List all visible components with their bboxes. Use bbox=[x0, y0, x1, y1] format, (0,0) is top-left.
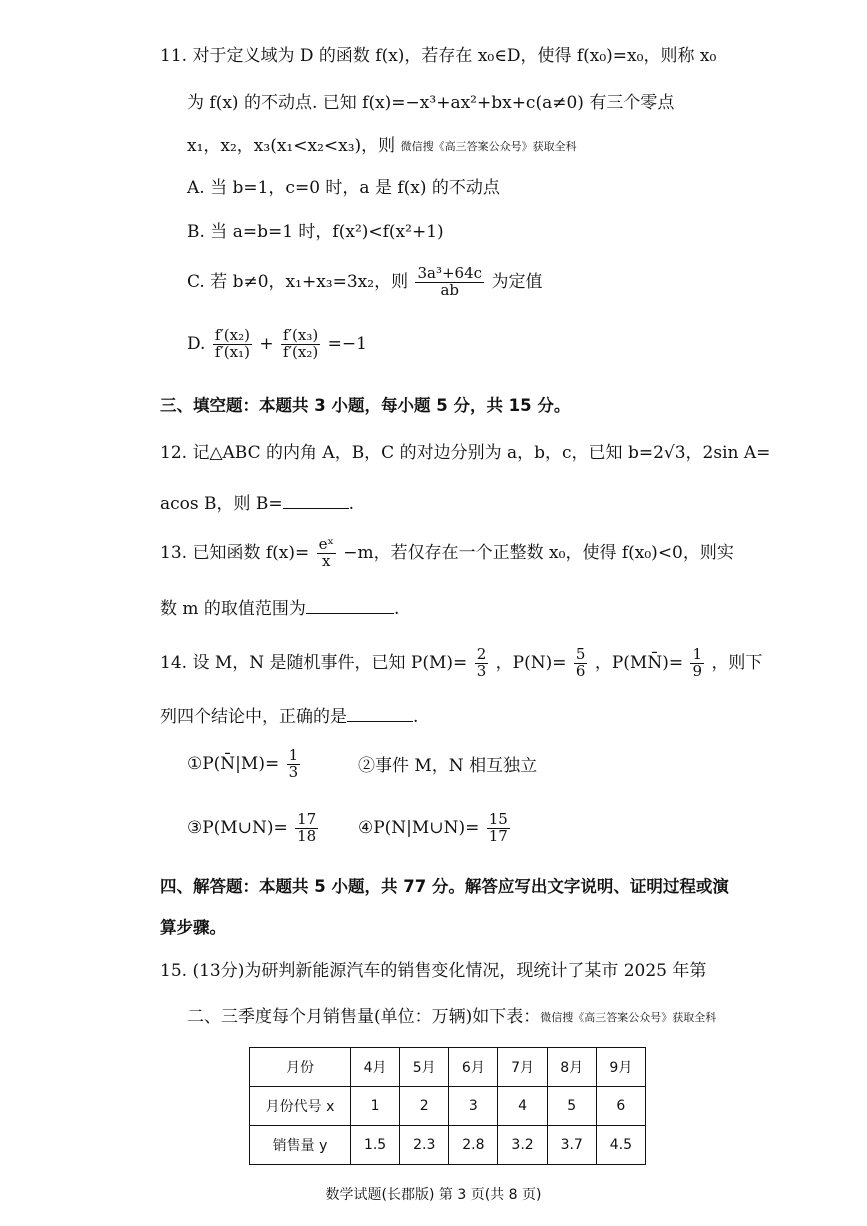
q12-line2-post: . bbox=[348, 494, 355, 514]
table-cell: 1.5 bbox=[351, 1126, 400, 1165]
q11-option-b: B. 当 a=b=1 时，f(x²)<f(x²+1) bbox=[187, 222, 444, 242]
q14-c3-denominator: 18 bbox=[297, 826, 317, 845]
q14-pn-denominator: 6 bbox=[575, 661, 586, 680]
q11-option-d-fraction-1 bbox=[213, 328, 252, 361]
table-header-cell: 7月 bbox=[498, 1048, 547, 1087]
q14-pmn-denominator: 9 bbox=[692, 661, 703, 680]
q11-option-c-fraction bbox=[415, 266, 484, 299]
q14-pmn-numerator: 1 bbox=[692, 645, 703, 663]
q11-option-c-numerator: 3a³+64c bbox=[417, 264, 483, 282]
q14-c1-denominator: 3 bbox=[288, 762, 299, 781]
q14-pn-fraction bbox=[574, 647, 588, 680]
q11-option-c-pre: C. 若 b≠0，x₁+x₃=3x₂，则 bbox=[187, 271, 409, 292]
q14-mid2: ，P(MN̄)= bbox=[594, 652, 684, 673]
q14-conclusion-3 bbox=[187, 812, 320, 845]
table-header-cell: 月份 bbox=[250, 1048, 351, 1087]
q11-option-d-fraction-2 bbox=[281, 328, 320, 361]
q13-line2-post: . bbox=[393, 599, 400, 619]
q11-option-d-numerator-2: f′(x₃) bbox=[283, 326, 319, 344]
q14-line2-post: . bbox=[413, 707, 419, 727]
q14-answer-blank bbox=[347, 705, 413, 722]
q14-c1-pre: ①P(N̄|M)= bbox=[187, 753, 280, 774]
q12-line1: 12. 记△ABC 的内角 A，B，C 的对边分别为 a，b，c，已知 b=2√3，2sin A= bbox=[160, 443, 771, 463]
q14-c4-denominator: 17 bbox=[488, 826, 508, 845]
page-footer: 数学试题(长郡版) 第 3 页(共 8 页) bbox=[325, 1187, 542, 1203]
q13-line1-pre: 13. 已知函数 f(x)= bbox=[160, 542, 310, 563]
q14-c3-pre: ③P(M∪N)= bbox=[187, 817, 288, 838]
q11-option-d-numerator-1: f′(x₂) bbox=[214, 326, 250, 344]
q14-conclusion-2: ②事件 M，N 相互独立 bbox=[358, 756, 538, 776]
table-cell: 5 bbox=[547, 1087, 596, 1126]
q11-option-c-post: 为定值 bbox=[491, 271, 543, 292]
q11-option-d-denominator-2: f′(x₂) bbox=[283, 342, 319, 361]
q13-denominator: x bbox=[322, 551, 331, 570]
q11-line1: 11. 对于定义域为 D 的函数 f(x)，若存在 x₀∈D，使得 f(x₀)=x₀，则称 x₀ bbox=[160, 46, 717, 66]
q12-line2 bbox=[160, 492, 354, 513]
table-cell: 1 bbox=[351, 1087, 400, 1126]
table-cell: 月份代号 x bbox=[250, 1087, 351, 1126]
q14-pm-fraction bbox=[475, 647, 489, 680]
q14-line1 bbox=[160, 647, 762, 680]
table-cell: 4 bbox=[498, 1087, 547, 1126]
q11-roots: x₁，x₂，x₃(x₁<x₂<x₃)，则 bbox=[187, 136, 396, 156]
q14-pm-numerator: 2 bbox=[476, 645, 487, 663]
table-cell: 2.8 bbox=[449, 1126, 498, 1165]
q13-line1-post: −m，若仅存在一个正整数 x₀，使得 f(x₀)<0，则实 bbox=[343, 542, 734, 563]
q13-answer-blank bbox=[306, 597, 394, 614]
q15-line2-main: 二、三季度每个月销售量(单位：万辆)如下表： bbox=[187, 1007, 541, 1027]
q14-pm-denominator: 3 bbox=[476, 661, 487, 680]
q13-line1 bbox=[160, 537, 734, 570]
table-header-cell: 5月 bbox=[400, 1048, 449, 1087]
section-4-heading-line2: 算步骤。 bbox=[160, 918, 226, 937]
q13-fraction bbox=[317, 537, 336, 570]
q11-option-d-denominator-1: f′(x₁) bbox=[214, 342, 250, 361]
section-3-heading: 三、填空题：本题共 3 小题，每小题 5 分，共 15 分。 bbox=[160, 396, 571, 415]
q11-option-a: A. 当 b=1，c=0 时，a 是 f(x) 的不动点 bbox=[187, 178, 500, 198]
q14-pn-numerator: 5 bbox=[575, 645, 586, 663]
q14-conclusion-1 bbox=[187, 748, 302, 781]
section-4-heading-line1: 四、解答题：本题共 5 小题，共 77 分。解答应写出文字说明、证明过程或演 bbox=[160, 877, 729, 896]
q13-numerator: eˣ bbox=[318, 535, 334, 553]
table-cell: 2 bbox=[400, 1087, 449, 1126]
table-cell: 3.2 bbox=[498, 1126, 547, 1165]
table-header-cell: 8月 bbox=[547, 1048, 596, 1087]
q11-option-d-pre: D. bbox=[187, 333, 206, 354]
q14-c4-numerator: 15 bbox=[488, 810, 508, 828]
table-row-sales bbox=[250, 1126, 646, 1165]
table-row-month-code bbox=[250, 1087, 646, 1126]
q14-c3-fraction bbox=[295, 812, 318, 845]
q14-line1-post: ，则下 bbox=[711, 652, 763, 673]
q11-option-d-plus: + bbox=[259, 333, 274, 354]
q14-line1-pre: 14. 设 M，N 是随机事件，已知 P(M)= bbox=[160, 652, 468, 673]
table-row-header bbox=[250, 1048, 646, 1087]
table-cell: 销售量 y bbox=[250, 1126, 351, 1165]
q11-wechat-note: 微信搜《高三答案公众号》获取全科 bbox=[400, 140, 577, 153]
q14-c4-fraction bbox=[487, 812, 510, 845]
q11-option-c-denominator: ab bbox=[440, 280, 460, 299]
table-header-cell: 4月 bbox=[351, 1048, 400, 1087]
q15-line2 bbox=[187, 1009, 716, 1026]
q14-line2 bbox=[160, 705, 418, 726]
q13-line2 bbox=[160, 597, 399, 618]
q11-option-d bbox=[187, 328, 367, 361]
table-header-cell: 9月 bbox=[596, 1048, 645, 1087]
q14-mid1: ，P(N)= bbox=[495, 652, 567, 673]
table-cell: 2.3 bbox=[400, 1126, 449, 1165]
q12-line2-pre: acos B，则 B= bbox=[160, 494, 283, 514]
table-cell: 6 bbox=[596, 1087, 645, 1126]
q15-line1: 15. (13分)为研判新能源汽车的销售变化情况，现统计了某市 2025 年第 bbox=[160, 961, 707, 981]
q14-c1-fraction bbox=[287, 748, 301, 781]
q14-c4-pre: ④P(N|M∪N)= bbox=[358, 817, 480, 838]
q14-pmn-fraction bbox=[690, 647, 704, 680]
table-cell: 3.7 bbox=[547, 1126, 596, 1165]
q14-line2-pre: 列四个结论中，正确的是 bbox=[160, 707, 347, 727]
table-cell: 3 bbox=[449, 1087, 498, 1126]
sales-table bbox=[249, 1047, 646, 1165]
table-cell: 4.5 bbox=[596, 1126, 645, 1165]
q11-option-c bbox=[187, 266, 542, 299]
q14-conclusion-4 bbox=[358, 812, 512, 845]
q15-wechat-note: 微信搜《高三答案公众号》获取全科 bbox=[540, 1011, 717, 1024]
table-header-cell: 6月 bbox=[449, 1048, 498, 1087]
q11-line3 bbox=[187, 138, 577, 155]
q14-c3-numerator: 17 bbox=[297, 810, 317, 828]
q12-answer-blank bbox=[283, 492, 349, 509]
q14-c1-numerator: 1 bbox=[288, 746, 299, 764]
q11-line2: 为 f(x) 的不动点. 已知 f(x)=−x³+ax²+bx+c(a≠0) 有三个零点 bbox=[187, 93, 675, 113]
q13-line2-pre: 数 m 的取值范围为 bbox=[160, 599, 306, 619]
q11-option-d-post: =−1 bbox=[327, 333, 367, 354]
